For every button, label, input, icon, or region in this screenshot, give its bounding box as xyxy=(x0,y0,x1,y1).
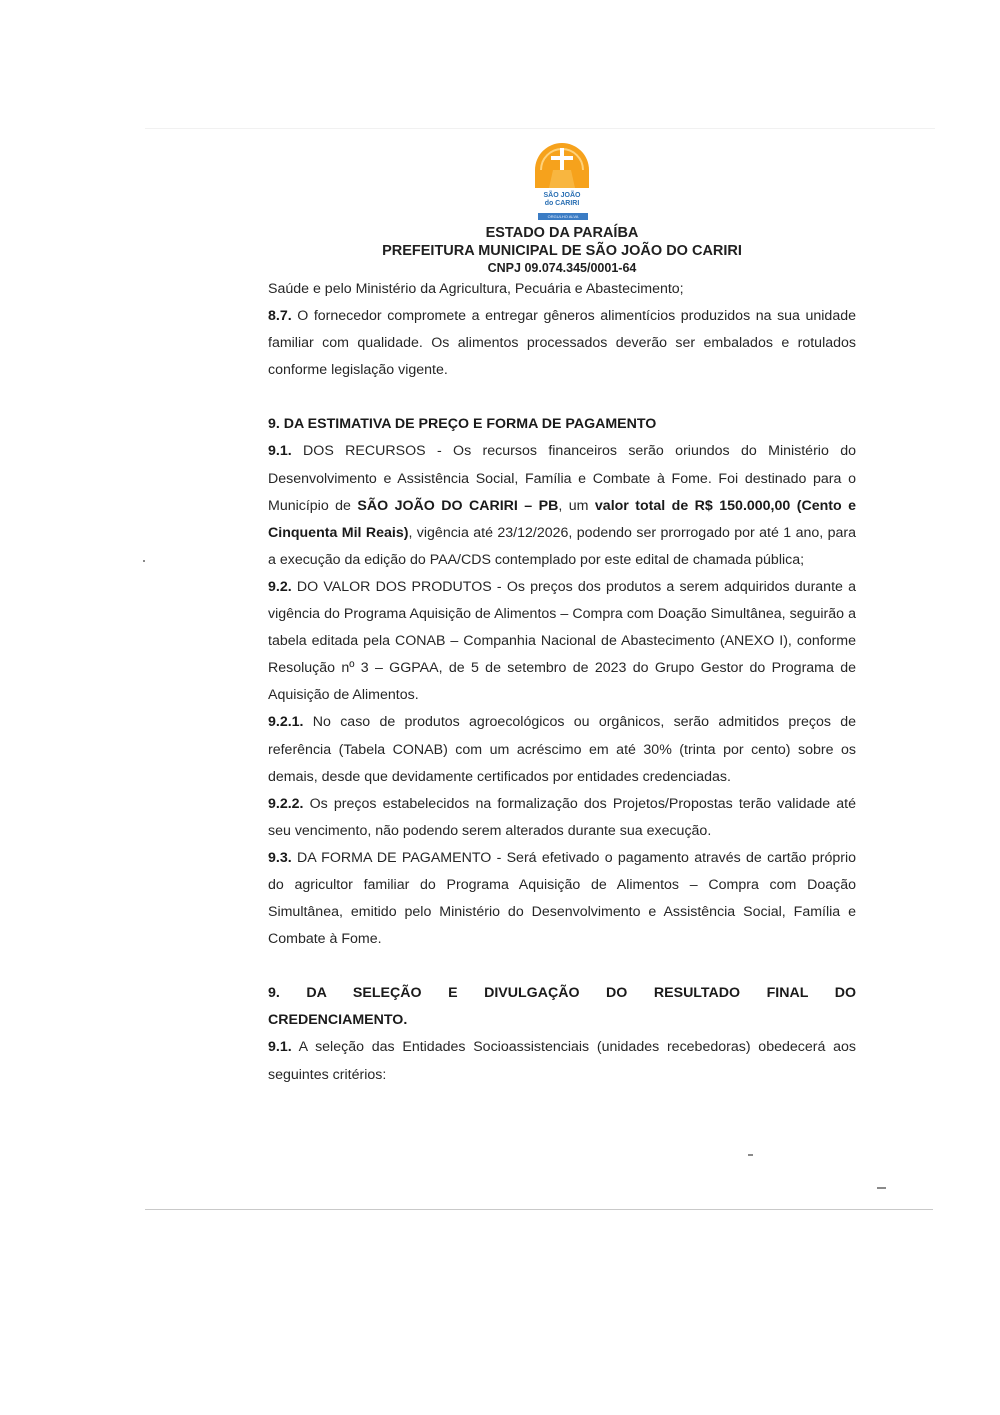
clause-9-2-1: 9.2.1. No caso de produtos agroecológicos ou orgânicos, serão admitidos preços de referência (Tabela CONAB) com um acréscimo em até 30% (trinta por cento) sobre os demais, desde que devidamente certificados por entidades credenciadas. xyxy=(268,714,856,785)
prefecture-name: PREFEITURA MUNICIPAL DE SÃO JOÃO DO CARIRI xyxy=(382,243,742,259)
total-value: valor total de R$ 150.000,00 (Cento e Cinquenta Mil Reais) xyxy=(268,497,856,541)
clause-number: 9.2. xyxy=(268,578,292,595)
spacer xyxy=(268,953,856,980)
clause-number: 9.2.2. xyxy=(268,795,304,812)
spacer xyxy=(268,384,856,411)
municipal-logo-icon xyxy=(531,130,593,226)
document-body xyxy=(268,276,856,1089)
clause-number: 9.1. xyxy=(268,443,292,460)
clause-number: 9.2.1. xyxy=(268,714,304,731)
clause-9-2: 9.2. DO VALOR DOS PRODUTOS - Os preços dos produtos a serem adquiridos durante a vigência do Programa Aquisição de Alimentos – Compra com Doação Simultânea, seguirão a tabela editada pela CONAB – Companhia Nacional de Abastecimento (ANEXO I), conforme Resolução nº 3 – GGPAA, de 5 de setembro de 2023 do Grupo Gestor do Programa de Aquisição de Alimentos. xyxy=(268,578,856,704)
scan-speck xyxy=(143,560,145,562)
clause-9-3: 9.3. DA FORMA DE PAGAMENTO - Será efetivado o pagamento através de cartão próprio do agricultor familiar do Programa Aquisição de Alimentos – Compra com Doação Simultânea, emitido pelo Ministério do Desenvolvimento e Assistência Social, Família e Combate à Fome. xyxy=(268,849,856,948)
clause-number: 8.7. xyxy=(268,308,292,325)
logo-tagline-bar xyxy=(538,213,588,220)
clause-number: 9.3. xyxy=(268,849,292,866)
clause-number: 9.1. xyxy=(268,1039,292,1056)
cnpj: CNPJ 09.074.345/0001-64 xyxy=(487,261,637,275)
clause-8-7: 8.7. O fornecedor compromete a entregar gêneros alimentícios produzidos na sua unidade familiar com qualidade. Os alimentos processados deverão ser embalados e rotulados conforme legislação vigente. xyxy=(268,308,856,379)
section-9-selection-heading: 9. DA SELEÇÃO E DIVULGAÇÃO DO RESULTADO FINAL DO xyxy=(268,985,856,1002)
clause-9-2-2: 9.2.2. Os preços estabelecidos na formalização dos Projetos/Propostas terão validade até seu vencimento, não podendo serem alterados durante sua execução. xyxy=(268,795,856,839)
scan-speck xyxy=(877,1187,886,1189)
section-9-selection-heading-cont: CREDENCIAMENTO. xyxy=(268,1012,408,1029)
scan-speck xyxy=(748,1154,753,1156)
municipality-name: SÃO JOÃO DO CARIRI – PB xyxy=(357,497,559,514)
section-9-heading: 9. DA ESTIMATIVA DE PREÇO E FORMA DE PAGAMENTO xyxy=(268,416,657,433)
clause-9-1: 9.1. DOS RECURSOS - Os recursos financeiros serão oriundos do Ministério do Desenvolvimento e Assistência Social, Família e Combate à Fome. Foi destinado para o Município de SÃO JOÃO DO CARIRI – PB, um valor total de R$ 150.000,00 (Cento e Cinquenta Mil Reais), vigência até 23/12/2026, podendo ser prorrogado por até 1 ano, para a execução da edição do PAA/CDS contemplado por este edital de chamada pública; xyxy=(268,443,856,568)
scan-edge-top xyxy=(145,128,935,129)
letterhead xyxy=(200,224,924,276)
logo-wordmark: SÃO JOÃO do CARIRI xyxy=(543,192,581,207)
logo-tagline: ORGULHO ALVA xyxy=(547,214,579,219)
clause-9-1-selection: 9.1. A seleção das Entidades Socioassistenciais (unidades recebedoras) obedecerá aos seguintes critérios: xyxy=(268,1039,856,1083)
scan-edge-bottom xyxy=(145,1209,933,1210)
carryover-paragraph: Saúde e pelo Ministério da Agricultura, Pecuária e Abastecimento; xyxy=(268,281,684,297)
state-name: ESTADO DA PARAÍBA xyxy=(485,225,639,241)
